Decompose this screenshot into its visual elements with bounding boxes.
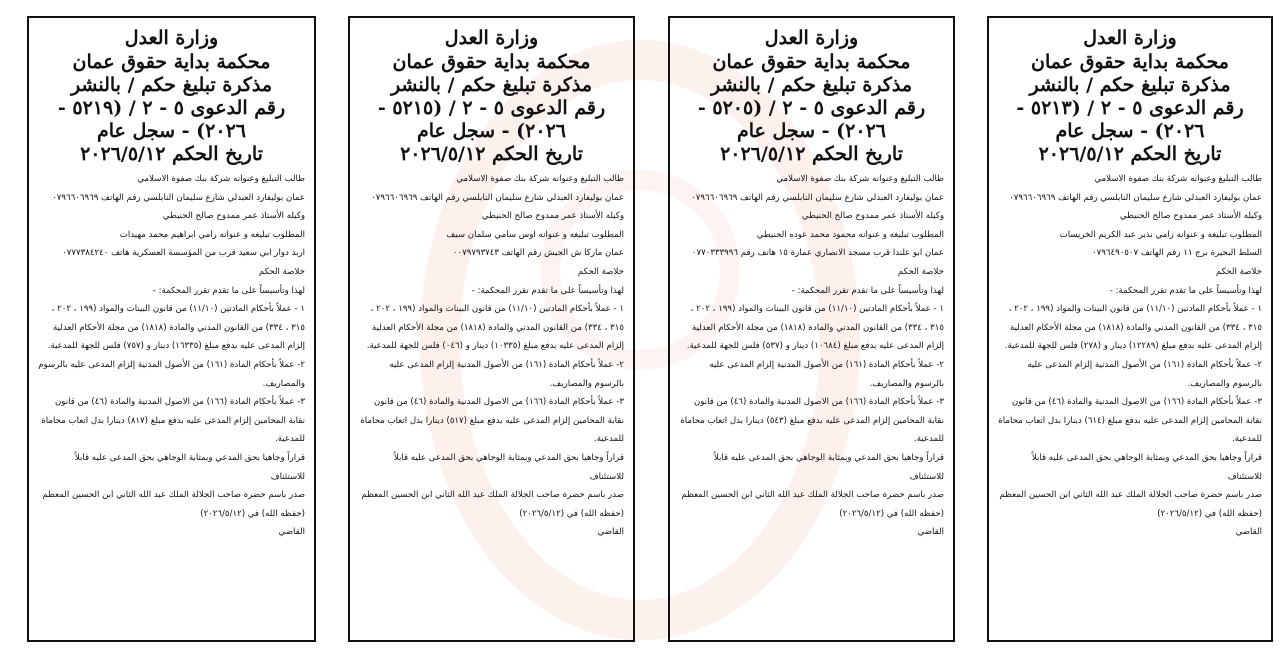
memo-title: مذكرة تبليغ حكم / بالنشر bbox=[1029, 74, 1231, 96]
judgment-date: تاريخ الحكم ٢٠٢٦/٥/١٢ bbox=[400, 143, 583, 165]
notice-line: طالب التبليغ وعنوانه شركة بنك صفوة الاسلامي bbox=[1094, 174, 1262, 184]
notice-line: خلاصة الحكم bbox=[577, 266, 624, 277]
court-notice bbox=[668, 16, 955, 642]
ministry-title: وزارة العدل bbox=[124, 27, 219, 49]
notice-line: وكيله الأستاذ عمر ممدوح صالح الحنيطي bbox=[162, 211, 305, 222]
notice-line: عمان بوليفارد العبدلي شارع سليمان النابلسي رقم الهاتف ٠٧٩٦٦٠٦٩٦٩ bbox=[691, 192, 944, 203]
court-notice bbox=[27, 16, 316, 642]
notice-line: ٣- عملاً بأحكام المادة (١٦٦) من الاصول المدنية والمادة (٤٦) من قانون نقابة المحامين إلزام المدعى عليه بدفع مبلغ (٦١٤) دينارا بدل اتعاب محاماة للمدعية. bbox=[998, 397, 1262, 445]
notice-line: لهذا وتأسيساً على ما تقدم تقرر المحكمة: - bbox=[791, 285, 944, 296]
notice-line: لهذا وتأسيساً على ما تقدم تقرر المحكمة: - bbox=[1109, 285, 1262, 296]
court-name: محكمة بداية حقوق عمان bbox=[392, 51, 591, 73]
notice-line: المطلوب تبليغه و عنوانه محمود محمد عوده الحنيطي bbox=[756, 229, 944, 240]
notice-line: ٢- عملاً بأحكام المادة (١٦١) من الأصول المدنية إلزام المدعى عليه بالرسوم والمصاريف. bbox=[709, 359, 944, 389]
judgment-date: تاريخ الحكم ٢٠٢٦/٥/١٢ bbox=[720, 143, 903, 165]
ministry-title: وزارة العدل bbox=[764, 27, 859, 49]
judge-signature: القاضي bbox=[1235, 527, 1262, 538]
case-number: رقم الدعوى ٥ - ٢ / (٥٢١٣ - ٢٠٢٦) - سجل عام bbox=[1016, 97, 1244, 142]
notice-header bbox=[359, 26, 624, 166]
memo-title: مذكرة تبليغ حكم / بالنشر bbox=[710, 74, 913, 96]
court-notice bbox=[987, 16, 1273, 642]
notice-line: صدر باسم حضرة صاحب الجلالة الملك عبد الله الثاني ابن الحسين المعظم (حفظه الله) في (٢٠٢٦/٥/١٢) bbox=[42, 490, 305, 519]
notice-line: عمان بوليفارد العبدلي شارع سليمان النابلسي رقم الهاتف ٠٧٩٦٦٠٦٩٦٩ bbox=[1009, 192, 1262, 203]
notice-line: عمان ابو علندا قرب مسجد الانصاري عمارة ١٥ هاتف رقم ٠٧٧٠٣٣٣٩٩٦ bbox=[691, 248, 944, 259]
notice-body bbox=[359, 170, 624, 542]
notice-line: عمان ماركا ش الجيش رقم الهاتف ٠٠٧٩٧٩٣٧٤٣ bbox=[452, 248, 624, 259]
notice-line: صدر باسم حضرة صاحب الجلالة الملك عبد الله الثاني ابن الحسين المعظم (حفظه الله) في (٢٠٢٦/٥/١٢) bbox=[681, 490, 944, 519]
memo-title: مذكرة تبليغ حكم / بالنشر bbox=[70, 74, 273, 96]
judge-signature: القاضي bbox=[597, 527, 624, 538]
notice-body bbox=[998, 170, 1262, 542]
notice-line: ٣- عملاً بأحكام المادة (١٦٦) من الاصول المدنية والمادة (٤٦) من قانون نقابة المحامين إلزام المدعى عليه بدفع مبلغ (٨١٧) دينارا بدل اتعاب محاماة للمدعية. bbox=[41, 397, 305, 445]
notice-line: ٢- عملاً بأحكام المادة (١٦١) من الأصول المدنية إلزام المدعى عليه بالرسوم والمصاريف. bbox=[1027, 359, 1262, 389]
notice-line: صدر باسم حضرة صاحب الجلالة الملك عبد الله الثاني ابن الحسين المعظم (حفظه الله) في (٢٠٢٦/٥/١٢) bbox=[361, 490, 624, 519]
notice-line: خلاصة الحكم bbox=[258, 266, 305, 277]
notice-line: طالب التبليغ وعنوانه شركة بنك صفوة الاسلامي bbox=[776, 174, 944, 184]
court-name: محكمة بداية حقوق عمان bbox=[1031, 51, 1229, 73]
notice-line: ١ - عملاً بأحكام المادتين (١١/١٠) من قانون البينات والمواد (١٩٩ ، ٢٠٢ ، ٣١٥ ، ٣٣٤) من القانون المدني والمادة (١٨١٨) من مجلة الأحكام العدلية إلزام المدعى عليه بدفع مبلغ (١٢٢٨٩) دينار و (٢٧٨) فلس للجهة للمدعية. bbox=[1004, 304, 1262, 352]
notice-line: ١ - عملاً بأحكام المادتين (١١/١٠) من قانون البينات والمواد (١٩٩ ، ٢٠٢ ، ٣١٥ ، ٣٣٤) من القانون المدني والمادة (١٨١٨) من مجلة الأحكام العدلية إلزام المدعى عليه بدفع مبلغ (١٠٦٨٤) دينار و (٥٣٧) فلس للجهة للمدعية. bbox=[686, 304, 944, 352]
case-number: رقم الدعوى ٥ - ٢ / (٥٢٠٥ - ٢٠٢٦) - سجل عام bbox=[697, 97, 926, 142]
notice-line: ٢- عملاً بأحكام المادة (١٦١) من الأصول المدنية إلزام المدعى عليه بالرسوم والمصاريف. bbox=[389, 359, 624, 389]
ministry-title: وزارة العدل bbox=[444, 27, 539, 49]
notice-line: طالب التبليغ وعنوانه شركة بنك صفوة الاسلامي bbox=[137, 174, 305, 184]
notice-line: ١ - عملاً بأحكام المادتين (١١/١٠) من قانون البينات والمواد (١٩٩ ، ٢٠٢ ، ٣١٥ ، ٣٣٤) من القانون المدني والمادة (١٨١٨) من مجلة الأحكام العدلية إلزام المدعى عليه بدفع مبلغ (١٠٣٣٥) دينار و (٠٤٦) فلس للجهة للمدعية. bbox=[366, 304, 624, 352]
notice-line: خلاصة الحكم bbox=[1215, 266, 1262, 277]
notice-header bbox=[679, 26, 944, 166]
court-name: محكمة بداية حقوق عمان bbox=[72, 51, 271, 73]
notice-line: صدر باسم حضرة صاحب الجلالة الملك عبد الله الثاني ابن الحسين المعظم (حفظه الله) في (٢٠٢٦/٥/١٢) bbox=[999, 490, 1262, 519]
notice-line: عمان بوليفارد العبدلي شارع سليمان النابلسي رقم الهاتف ٠٧٩٦٦٠٦٩٦٩ bbox=[371, 192, 624, 203]
notice-line: المطلوب تبليغه و عنوانه رامي ابراهيم محمد مهيدات bbox=[119, 229, 305, 240]
notice-line: لهذا وتأسيساً على ما تقدم تقرر المحكمة: - bbox=[471, 285, 624, 296]
court-notice bbox=[348, 16, 635, 642]
notice-line: عمان بوليفارد العبدلي شارع سليمان النابلسي رقم الهاتف ٠٧٩٦٦٠٦٩٦٩ bbox=[52, 192, 305, 203]
notice-line: قراراً وجاهيا بحق المدعي وبمثابة الوجاهي بحق المدعى عليه قابلاً للاستئناف bbox=[393, 452, 624, 482]
notice-line: لهذا وتأسيساً على ما تقدم تقرر المحكمة: - bbox=[152, 285, 305, 296]
judgment-date: تاريخ الحكم ٢٠٢٦/٥/١٢ bbox=[1038, 143, 1222, 165]
memo-title: مذكرة تبليغ حكم / بالنشر bbox=[390, 74, 593, 96]
notice-header bbox=[38, 26, 305, 166]
court-name: محكمة بداية حقوق عمان bbox=[712, 51, 911, 73]
notice-line: وكيله الأستاذ عمر ممدوح صالح الحنيطي bbox=[481, 211, 624, 222]
notice-line: السلط البحيرة برج ١١ رقم الهاتف ٠٧٩٦٤٩٠٥٠٧ bbox=[1092, 248, 1262, 259]
notice-line: طالب التبليغ وعنوانه شركة بنك صفوة الاسلامي bbox=[456, 174, 624, 184]
judgment-date: تاريخ الحكم ٢٠٢٦/٥/١٢ bbox=[80, 143, 263, 165]
notice-body bbox=[38, 170, 305, 542]
notice-line: وكيله الأستاذ عمر ممدوح صالح الحنيطي bbox=[801, 211, 944, 222]
ministry-title: وزارة العدل bbox=[1083, 27, 1177, 49]
notice-line: ١ - عملاً بأحكام المادتين (١١/١٠) من قانون البينات والمواد (١٩٩ ، ٢٠٢ ، ٣١٥ ، ٣٣٤) من القانون المدني والمادة (١٨١٨) من مجلة الأحكام العدلية إلزام المدعى عليه بدفع مبلغ (١٦٣٣٥) دينار و (٧٥٧) فلس للجهة للمدعية. bbox=[47, 304, 305, 352]
notice-line: قراراً وجاهيا بحق المدعي وبمثابة الوجاهي بحق المدعى عليه قابلاً للاستئناف bbox=[1031, 452, 1262, 482]
notice-body bbox=[679, 170, 944, 542]
notice-line: ٣- عملاً بأحكام المادة (١٦٦) من الاصول المدنية والمادة (٤٦) من قانون نقابة المحامين إلزام المدعى عليه بدفع مبلغ (٥١٧) دينارا بدل اتعاب محاماة للمدعية. bbox=[360, 397, 624, 445]
notice-line: ٣- عملاً بأحكام المادة (١٦٦) من الاصول المدنية والمادة (٤٦) من قانون نقابة المحامين إلزام المدعى عليه بدفع مبلغ (٥٤٣) دينارا بدل اتعاب محاماة للمدعية. bbox=[680, 397, 944, 445]
case-number: رقم الدعوى ٥ - ٢ / (٥٢١٥ - ٢٠٢٦) - سجل عام bbox=[377, 97, 606, 142]
notice-line: اربد دوار ابي سعيد قرب من المؤسسة العسكرية هاتف ٠٧٧٧٣٨٤٢٤٠ bbox=[62, 248, 305, 259]
judge-signature: القاضي bbox=[917, 527, 944, 538]
notice-line: قراراً وجاهيا بحق المدعي وبمثابة الوجاهي بحق المدعى عليه قابلاً للاستئناف bbox=[713, 452, 944, 482]
notice-line: المطلوب تبليغه و عنوانه اوس سامي سلمان سيف bbox=[446, 229, 624, 240]
case-number: رقم الدعوى ٥ - ٢ / (٥٢١٩ - ٢٠٢٦) - سجل عام bbox=[57, 97, 286, 142]
notice-line: المطلوب تبليغه و عنوانه رامي نذير عبد الكريم الخريسات bbox=[1059, 229, 1262, 240]
notice-line: ٢- عملاً بأحكام المادة (١٦١) من الأصول المدنية إلزام المدعى عليه بالرسوم والمصاريف. bbox=[38, 359, 305, 389]
notice-line: خلاصة الحكم bbox=[897, 266, 944, 277]
judge-signature: القاضي bbox=[278, 527, 305, 538]
notice-line: قراراً وجاهيا بحق المدعي وبمثابة الوجاهي بحق المدعى عليه قابلاً للاستئناف bbox=[74, 452, 305, 482]
notice-line: وكيله الأستاذ عمر ممدوح صالح الحنيطي bbox=[1119, 211, 1262, 222]
notice-header bbox=[998, 26, 1262, 166]
